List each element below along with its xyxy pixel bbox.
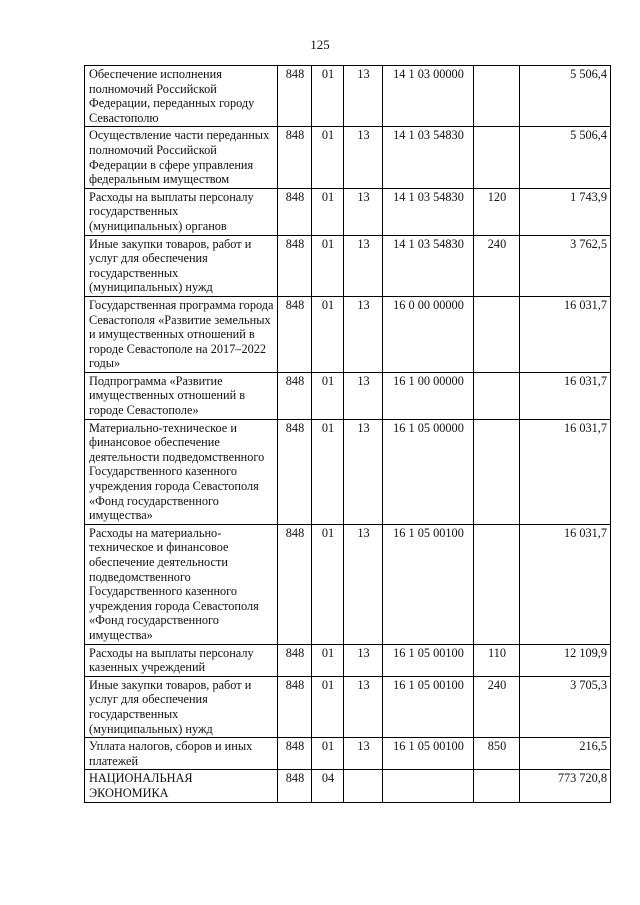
expense-type-cell: 240	[474, 235, 520, 296]
subsection-code-cell: 13	[344, 419, 383, 524]
section-code-cell: 01	[312, 235, 344, 296]
section-code-cell: 01	[312, 738, 344, 770]
section-code-cell: 01	[312, 296, 344, 372]
table-row	[85, 676, 611, 737]
expense-name-cell: Расходы на материально-техническое и финансовое обеспечение деятельности подведомственного Государственного казенного учреждения города Севастополя «Фонд государственного имущества»	[85, 524, 278, 644]
target-article-cell: 16 0 00 00000	[383, 296, 474, 372]
expense-type-cell	[474, 127, 520, 188]
target-article-cell: 14 1 03 54830	[383, 127, 474, 188]
table-row	[85, 738, 611, 770]
subsection-code-cell: 13	[344, 188, 383, 235]
amount-cell: 216,5	[520, 738, 611, 770]
page-number: 125	[310, 37, 330, 52]
expense-type-cell: 240	[474, 676, 520, 737]
table-row	[85, 770, 611, 802]
expense-name-cell: Расходы на выплаты персоналу государственных (муниципальных) органов	[85, 188, 278, 235]
department-code-cell: 848	[278, 676, 312, 737]
expense-type-cell	[474, 66, 520, 127]
department-code-cell: 848	[278, 738, 312, 770]
section-code-cell: 01	[312, 419, 344, 524]
expense-name-cell: Материально-техническое и финансовое обеспечение деятельности подведомственного Государственного казенного учреждения города Севастополя «Фонд государственного имущества»	[85, 419, 278, 524]
table-row	[85, 296, 611, 372]
target-article-cell: 16 1 05 00100	[383, 524, 474, 644]
section-code-cell: 01	[312, 372, 344, 419]
expense-type-cell: 110	[474, 644, 520, 676]
department-code-cell: 848	[278, 127, 312, 188]
section-code-cell: 01	[312, 644, 344, 676]
section-code-cell: 01	[312, 66, 344, 127]
expense-type-cell	[474, 296, 520, 372]
target-article-cell: 16 1 05 00000	[383, 419, 474, 524]
department-code-cell: 848	[278, 524, 312, 644]
table-row	[85, 419, 611, 524]
target-article-cell: 16 1 00 00000	[383, 372, 474, 419]
table-row	[85, 644, 611, 676]
target-article-cell: 16 1 05 00100	[383, 644, 474, 676]
subsection-code-cell: 13	[344, 372, 383, 419]
expense-type-cell	[474, 524, 520, 644]
subsection-code-cell: 13	[344, 127, 383, 188]
target-article-cell	[383, 770, 474, 802]
subsection-code-cell: 13	[344, 738, 383, 770]
table-body	[85, 66, 611, 803]
section-code-cell: 01	[312, 676, 344, 737]
amount-cell: 3 705,3	[520, 676, 611, 737]
department-code-cell: 848	[278, 66, 312, 127]
table-row	[85, 66, 611, 127]
expense-name-cell: Уплата налогов, сборов и иных платежей	[85, 738, 278, 770]
section-code-cell: 01	[312, 188, 344, 235]
subsection-code-cell: 13	[344, 524, 383, 644]
table-row	[85, 372, 611, 419]
expense-name-cell: Государственная программа города Севастополя «Развитие земельных и имущественных отношений в городе Севастополе на 2017–2022 годы»	[85, 296, 278, 372]
expense-name-cell: Иные закупки товаров, работ и услуг для обеспечения государственных (муниципальных) нужд	[85, 676, 278, 737]
department-code-cell: 848	[278, 296, 312, 372]
section-code-cell: 01	[312, 524, 344, 644]
expense-name-cell: Обеспечение исполнения полномочий Российской Федерации, переданных городу Севастополю	[85, 66, 278, 127]
expense-type-cell	[474, 372, 520, 419]
department-code-cell: 848	[278, 372, 312, 419]
subsection-code-cell: 13	[344, 676, 383, 737]
expense-name-cell: НАЦИОНАЛЬНАЯ ЭКОНОМИКА	[85, 770, 278, 802]
budget-table	[84, 65, 611, 803]
expense-name-cell: Осуществление части переданных полномочий Российской Федерации в сфере управления федеральным имуществом	[85, 127, 278, 188]
table-row	[85, 188, 611, 235]
expense-type-cell: 850	[474, 738, 520, 770]
department-code-cell: 848	[278, 644, 312, 676]
amount-cell: 773 720,8	[520, 770, 611, 802]
subsection-code-cell: 13	[344, 644, 383, 676]
target-article-cell: 16 1 05 00100	[383, 676, 474, 737]
department-code-cell: 848	[278, 770, 312, 802]
target-article-cell: 14 1 03 54830	[383, 235, 474, 296]
amount-cell: 5 506,4	[520, 66, 611, 127]
department-code-cell: 848	[278, 419, 312, 524]
amount-cell: 16 031,7	[520, 296, 611, 372]
target-article-cell: 14 1 03 00000	[383, 66, 474, 127]
amount-cell: 12 109,9	[520, 644, 611, 676]
subsection-code-cell: 13	[344, 235, 383, 296]
amount-cell: 3 762,5	[520, 235, 611, 296]
expense-type-cell: 120	[474, 188, 520, 235]
department-code-cell: 848	[278, 235, 312, 296]
amount-cell: 5 506,4	[520, 127, 611, 188]
table-row	[85, 235, 611, 296]
subsection-code-cell	[344, 770, 383, 802]
subsection-code-cell: 13	[344, 66, 383, 127]
expense-name-cell: Подпрограмма «Развитие имущественных отношений в городе Севастополе»	[85, 372, 278, 419]
subsection-code-cell: 13	[344, 296, 383, 372]
department-code-cell: 848	[278, 188, 312, 235]
expense-type-cell	[474, 770, 520, 802]
expense-name-cell: Иные закупки товаров, работ и услуг для обеспечения государственных (муниципальных) нужд	[85, 235, 278, 296]
amount-cell: 16 031,7	[520, 372, 611, 419]
expense-type-cell	[474, 419, 520, 524]
table-row	[85, 127, 611, 188]
amount-cell: 16 031,7	[520, 524, 611, 644]
target-article-cell: 16 1 05 00100	[383, 738, 474, 770]
amount-cell: 1 743,9	[520, 188, 611, 235]
expense-name-cell: Расходы на выплаты персоналу казенных учреждений	[85, 644, 278, 676]
section-code-cell: 01	[312, 127, 344, 188]
amount-cell: 16 031,7	[520, 419, 611, 524]
target-article-cell: 14 1 03 54830	[383, 188, 474, 235]
table-row	[85, 524, 611, 644]
section-code-cell: 04	[312, 770, 344, 802]
